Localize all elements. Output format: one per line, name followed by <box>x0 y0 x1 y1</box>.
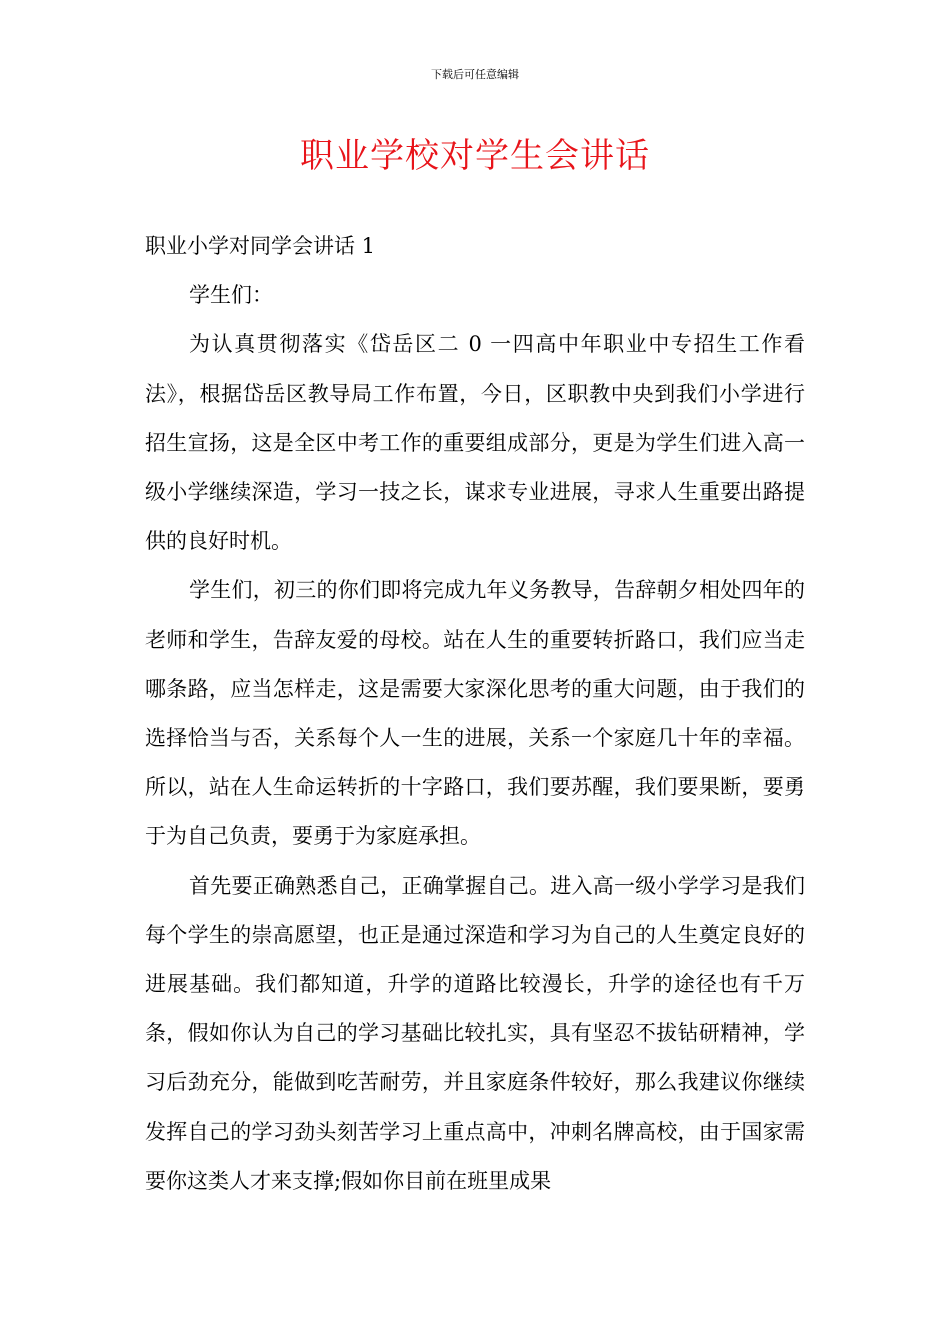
paragraph-1: 为认真贯彻落实《岱岳区二 0 一四高中年职业中专招生工作看法》，根据岱岳区教导局工作布置，今日，区职教中央到我们小学进行招生宣扬，这是全区中考工作的重要组成部分，更是为学生们进入高一级小学继续深造，学习一技之长，谋求专业进展，寻求人生重要出路提供的良好时机。 <box>145 332 805 554</box>
salutation: 学生们： <box>189 283 273 308</box>
header-note: 下载后可任意编辑 <box>431 68 519 81</box>
document-body <box>145 222 805 1206</box>
document-title: 职业学校对学生会讲话 <box>300 136 650 176</box>
paragraph-2: 学生们，初三的你们即将完成九年义务教导，告辞朝夕相处四年的老师和学生，告辞友爱的母校。站在人生的重要转折路口，我们应当走哪条路，应当怎样走，这是需要大家深化思考的重大问题，由于我们的选择恰当与否，关系每个人一生的进展，关系一个家庭几十年的幸福。所以，站在人生命运转折的十字路口，我们要苏醒，我们要果断，要勇于为自己负责，要勇于为家庭承担。 <box>145 578 805 849</box>
section-heading: 职业小学对同学会讲话 1 <box>145 234 376 258</box>
paragraph-3: 首先要正确熟悉自己，正确掌握自己。进入高一级小学学习是我们每个学生的崇高愿望，也正是通过深造和学习为自己的人生奠定良好的进展基础。我们都知道，升学的道路比较漫长，升学的途径也有千万条，假如你认为自己的学习基础比较扎实，具有坚忍不拔钻研精神，学习后劲充分，能做到吃苦耐劳，并且家庭条件较好，那么我建议你继续发挥自己的学习劲头刻苦学习上重点高中，冲刺名牌高校，由于国家需要你这类人才来支撑;假如你目前在班里成果 <box>145 873 805 1193</box>
